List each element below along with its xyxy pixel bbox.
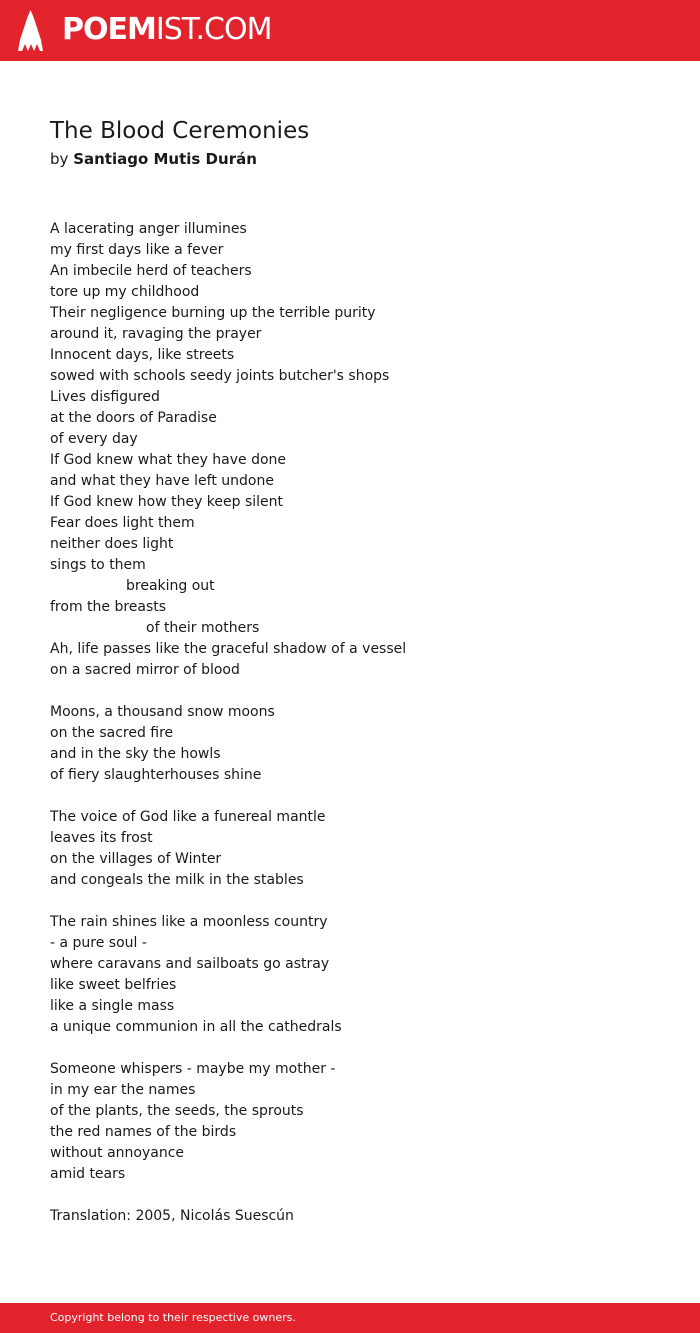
poem-line: The rain shines like a moonless country [50, 914, 328, 930]
poem-line: a unique communion in all the cathedrals [50, 1019, 342, 1035]
poem-line: leaves its frost [50, 830, 153, 846]
poem-line: Innocent days, like streets [50, 347, 235, 363]
site-header [0, 0, 700, 61]
poem-line: The voice of God like a funereal mantle [50, 809, 326, 825]
poem-line: Someone whispers - maybe my mother - [50, 1061, 336, 1077]
logo-light-text: IST.COM [155, 12, 272, 47]
poem-line: Ah, life passes like the graceful shadow of a vessel [50, 641, 407, 657]
poem-line: sowed with schools seedy joints butcher's shops [50, 368, 390, 384]
poem-line: Their negligence burning up the terrible purity [50, 305, 376, 321]
poem-line: and in the sky the howls [50, 746, 221, 762]
poem-line: of fiery slaughterhouses shine [50, 767, 262, 783]
poem-line: of the plants, the seeds, the sprouts [50, 1103, 304, 1119]
stanza-break [50, 891, 670, 912]
poem-line: and congeals the milk in the stables [50, 872, 304, 888]
by-label: by [50, 150, 69, 168]
poem-line: of their mothers [146, 620, 260, 636]
poem-line: amid tears [50, 1166, 126, 1182]
poem-line: If God knew what they have done [50, 452, 287, 468]
site-footer [0, 1303, 700, 1333]
poem-line: at the doors of Paradise [50, 410, 217, 426]
poem-line: of every day [50, 431, 138, 447]
poem-line: on a sacred mirror of blood [50, 662, 240, 678]
poem-line: Moons, a thousand snow moons [50, 704, 275, 720]
poem-line: where caravans and sailboats go astray [50, 956, 330, 972]
poem-line: Lives disfigured [50, 389, 160, 405]
site-logo[interactable] [62, 12, 271, 48]
poem-line: the red names of the birds [50, 1124, 237, 1140]
poem-line: - a pure soul - [50, 935, 147, 951]
logo-bold-text: POEM [62, 12, 156, 47]
poem-line: tore up my childhood [50, 284, 200, 300]
poem-body [50, 219, 670, 1227]
pencil-icon[interactable] [18, 10, 43, 51]
poem-title: The Blood Ceremonies [50, 118, 310, 144]
poem-line: Fear does light them [50, 515, 195, 531]
poem-line: breaking out [126, 578, 215, 594]
stanza-break [50, 681, 670, 702]
poem-line: around it, ravaging the prayer [50, 326, 262, 342]
stanza-break [50, 1038, 670, 1059]
poem-line: in my ear the names [50, 1082, 196, 1098]
copyright-text: Copyright belong to their respective owners. [50, 1311, 296, 1324]
stanza-break [50, 786, 670, 807]
poem-line: An imbecile herd of teachers [50, 263, 252, 279]
poem-line: Translation: 2005, Nicolás Suescún [50, 1208, 294, 1224]
poem-line: on the sacred fire [50, 725, 174, 741]
poem-line: on the villages of Winter [50, 851, 222, 867]
poem-line: sings to them [50, 557, 146, 573]
poem-line: neither does light [50, 536, 174, 552]
poem-line: without annoyance [50, 1145, 185, 1161]
poem-line: If God knew how they keep silent [50, 494, 284, 510]
byline [50, 148, 257, 170]
poem-line: like a single mass [50, 998, 175, 1014]
stanza-break [50, 1185, 670, 1206]
poem-line: A lacerating anger illumines [50, 221, 247, 237]
poem-line: and what they have left undone [50, 473, 274, 489]
poem-line: my first days like a fever [50, 242, 224, 258]
poem-line: like sweet belfries [50, 977, 177, 993]
author-name[interactable]: Santiago Mutis Durán [73, 150, 257, 168]
poem-line: from the breasts [50, 599, 167, 615]
